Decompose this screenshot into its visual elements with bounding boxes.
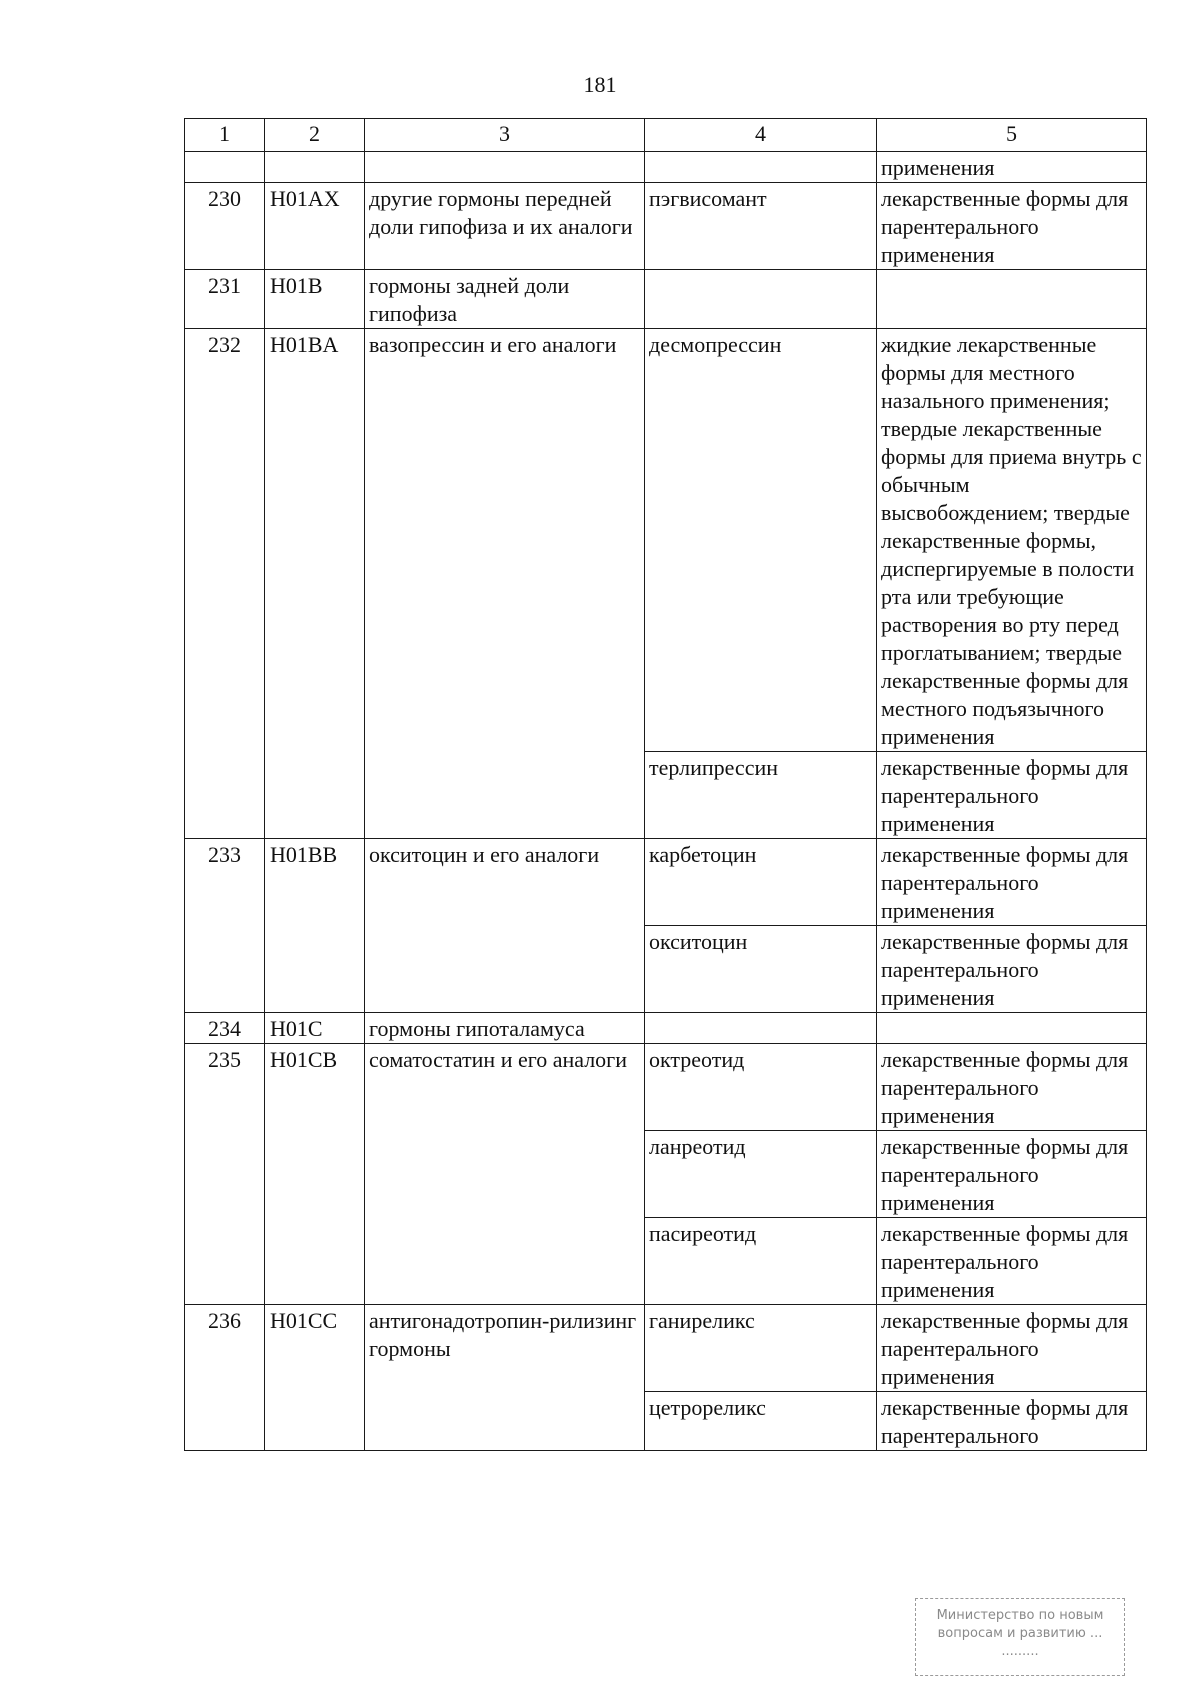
- dosage-form-cell: лекарственные формы для парентерального применения: [877, 183, 1147, 270]
- dosage-form-cell: лекарственные формы для парентерального применения: [877, 1044, 1147, 1131]
- dosage-form-cell: лекарственные формы для парентерального: [877, 1392, 1147, 1451]
- drug-name: ганиреликс: [645, 1305, 877, 1392]
- stamp-line-2: вопросам и развитию ...: [937, 1626, 1103, 1641]
- table-row: [185, 839, 1147, 926]
- table-row: [185, 1013, 1147, 1044]
- row-number: 234: [185, 1013, 265, 1044]
- atc-code: H01B: [265, 270, 365, 329]
- atc-code: H01C: [265, 1013, 365, 1044]
- drug-name: окситоцин: [645, 926, 877, 1013]
- drug-name: октреотид: [645, 1044, 877, 1131]
- stamp-line-1: Министерство по новым: [936, 1608, 1104, 1623]
- table-row: [185, 270, 1147, 329]
- group-name: гормоны гипоталамуса: [365, 1013, 645, 1044]
- continuation-row: [185, 152, 1147, 183]
- drug-name: терлипрессин: [645, 752, 877, 839]
- row-number: 231: [185, 270, 265, 329]
- drug-name: десмопрессин: [645, 329, 877, 752]
- drug-name: карбетоцин: [645, 839, 877, 926]
- dosage-form-cell: лекарственные формы для парентерального применения: [877, 752, 1147, 839]
- dosage-form-cell: лекарственные формы для парентерального применения: [877, 926, 1147, 1013]
- drug-name: пасиреотид: [645, 1218, 877, 1305]
- dosage-form-cell: лекарственные формы для парентерального применения: [877, 1218, 1147, 1305]
- stamp-line-3: .........: [1001, 1644, 1039, 1659]
- drug-name: пэгвисомант: [645, 183, 877, 270]
- atc-code: H01AX: [265, 183, 365, 270]
- table-row: [185, 183, 1147, 270]
- dosage-form-cell: применения: [877, 152, 1147, 183]
- col-header-3: 3: [365, 119, 645, 152]
- atc-code: H01CB: [265, 1044, 365, 1305]
- drug-name: цетрореликс: [645, 1392, 877, 1451]
- col-header-1: 1: [185, 119, 265, 152]
- group-name: антигонадотропин-рилизинг гормоны: [365, 1305, 645, 1451]
- group-name: соматостатин и его аналоги: [365, 1044, 645, 1305]
- drug-name: ланреотид: [645, 1131, 877, 1218]
- row-number: 233: [185, 839, 265, 1013]
- atc-code: H01CC: [265, 1305, 365, 1451]
- table-row: [185, 1305, 1147, 1392]
- group-name: вазопрессин и его аналоги: [365, 329, 645, 839]
- table-row: [185, 329, 1147, 752]
- page-number: 181: [583, 72, 617, 97]
- group-name: окситоцин и его аналоги: [365, 839, 645, 1013]
- col-header-2: 2: [265, 119, 365, 152]
- atc-code: H01BB: [265, 839, 365, 1013]
- dosage-form-cell: жидкие лекарственные формы для местного назального применения; твердые лекарственные формы для приема внутрь с обычным высвобождением; твердые лекарственные формы, диспергируемые в полости рта или требующие растворения во рту перед проглатыванием; твердые лекарственные формы для местного подъязычного применения: [877, 329, 1147, 752]
- col-header-4: 4: [645, 119, 877, 152]
- header-row: [185, 119, 1147, 152]
- col-header-5: 5: [877, 119, 1147, 152]
- drug-table: [184, 118, 1147, 1451]
- atc-code: H01BA: [265, 329, 365, 839]
- row-number: 230: [185, 183, 265, 270]
- group-name: гормоны задней доли гипофиза: [365, 270, 645, 329]
- dosage-form-cell: лекарственные формы для парентерального применения: [877, 1131, 1147, 1218]
- row-number: 236: [185, 1305, 265, 1451]
- group-name: другие гормоны передней доли гипофиза и их аналоги: [365, 183, 645, 270]
- row-number: 235: [185, 1044, 265, 1305]
- table-row: [185, 1044, 1147, 1131]
- row-number: 232: [185, 329, 265, 839]
- dosage-form-cell: лекарственные формы для парентерального применения: [877, 839, 1147, 926]
- dosage-form-cell: лекарственные формы для парентерального применения: [877, 1305, 1147, 1392]
- ministry-stamp: [915, 1598, 1125, 1676]
